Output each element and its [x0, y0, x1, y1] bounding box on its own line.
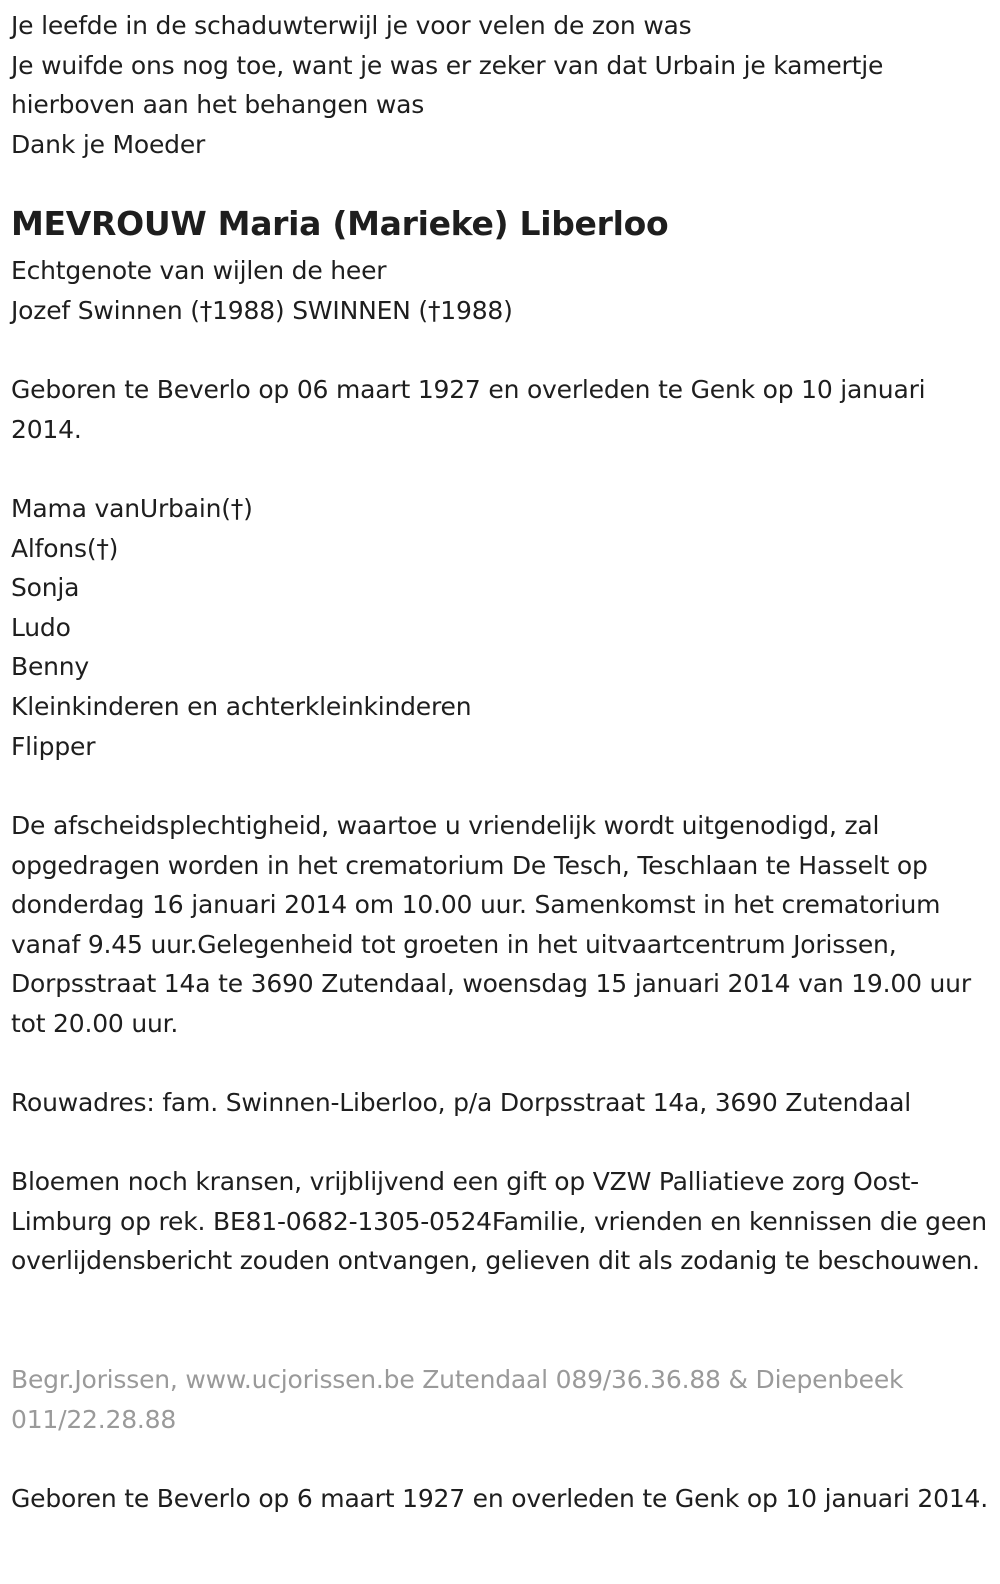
poem-line: Dank je Moeder [11, 129, 206, 159]
family-member: Benny [11, 652, 90, 682]
mourning-address: Rouwadres: fam. Swinnen-Liberloo, p/a Dorpsstraat 14a, 3690 Zutendaal [11, 1088, 911, 1117]
family-member: Ludo [11, 612, 71, 642]
deceased-name-title: MEVROUW Maria (Marieke) Liberloo [11, 204, 669, 243]
poem-line: Je wuifde ons nog toe, want je was er zeker van dat Urbain je kamertje [11, 50, 884, 80]
family-member: Sonja [11, 573, 80, 603]
ceremony-text: De afscheidsplechtigheid, waartoe u vriendelijk wordt uitgenodigd, zal opgedragen worden in het crematorium De Tesch, Teschlaan te Hasselt op donderdag 16 januari 2014 om 10.00 uur. Samenkomst in het crematorium vanaf 9.45 uur.Gelegenheid tot groeten in het uitvaartcentrum Jorissen, Dorpsstraat 14a te 3690 Zutendaal, woensdag 15 januari 2014 van 19.00 uur tot 20.00 uur. [11, 811, 971, 1038]
spouse-info [11, 251, 513, 330]
undertaker-info: Begr.Jorissen, www.ucjorissen.be Zutendaal 089/36.36.88 & Diepenbeek 011/22.28.88 [11, 1365, 904, 1434]
flowers-notice: Bloemen noch kransen, vrijblijvend een gift op VZW Palliatieve zorg Oost-Limburg op rek. BE81-0682-1305-0524Familie, vrienden en kennissen die geen overlijdensbericht zouden ontvangen, gelieven dit als zodanig te beschouwen. [11, 1167, 987, 1276]
poem-line: hierboven aan het behangen was [11, 90, 425, 120]
birth-death-text-repeat: Geboren te Beverlo op 6 maart 1927 en overleden te Genk op 10 januari 2014. [11, 1484, 989, 1513]
family-member: Kleinkinderen en achterkleinkinderen [11, 691, 472, 721]
spouse-line: Echtgenote van wijlen de heer [11, 256, 387, 285]
birth-death-text: Geboren te Beverlo op 06 maart 1927 en overleden te Genk op 10 januari 2014. [11, 375, 926, 444]
family-member: Mama vanUrbain(†) [11, 494, 253, 523]
poem-line: Je leefde in de schaduwterwijl je voor velen de zon was [11, 11, 692, 40]
family-list [11, 489, 471, 766]
family-member: Flipper [11, 731, 96, 761]
spouse-line: Jozef Swinnen (†1988) SWINNEN (†1988) [11, 295, 513, 325]
family-member: Alfons(†) [11, 533, 119, 563]
poem [11, 6, 883, 164]
